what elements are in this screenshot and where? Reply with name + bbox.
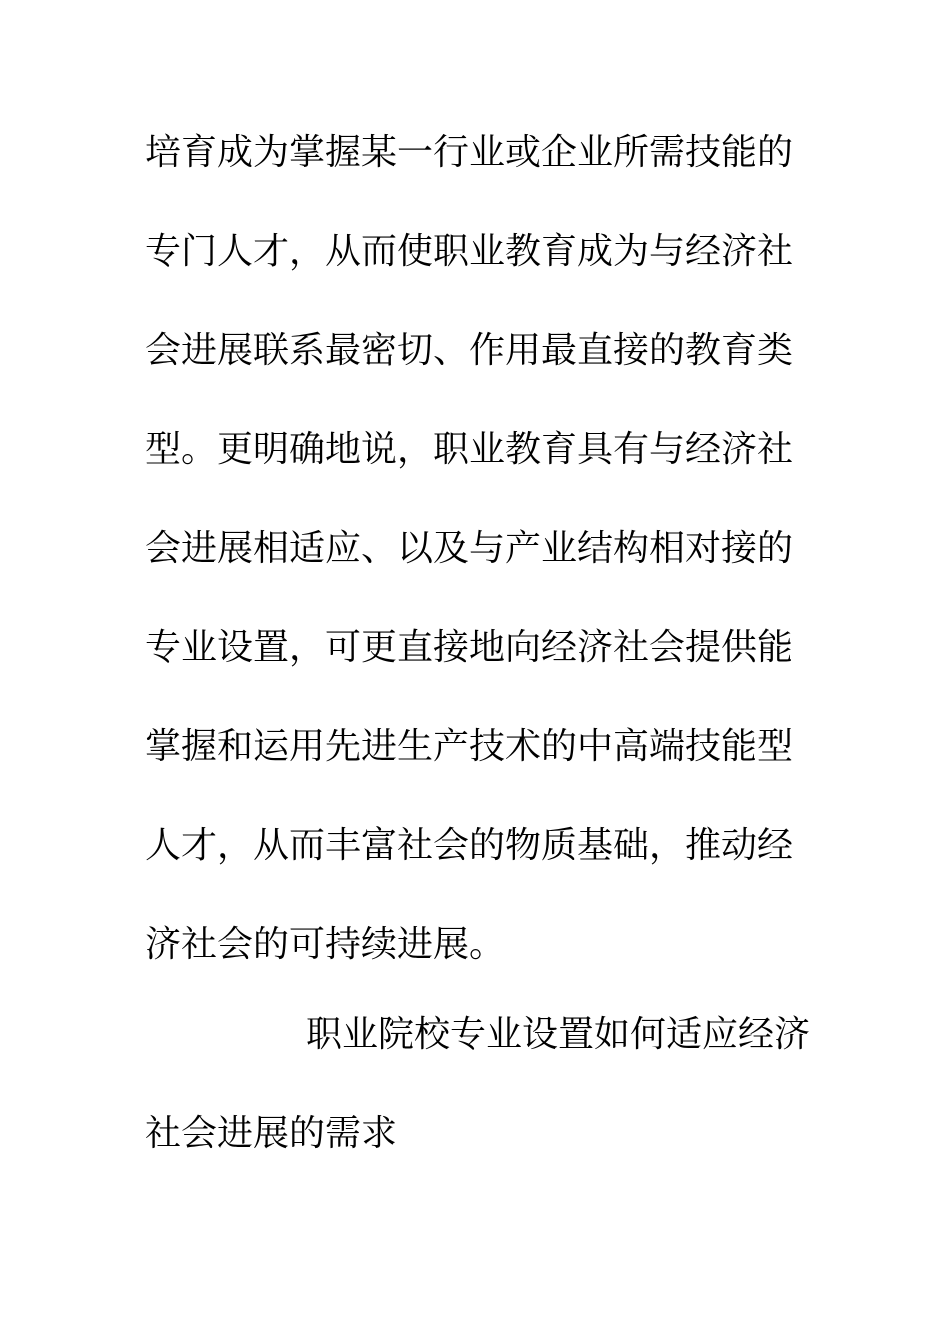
paragraph-line: 人才，从而丰富社会的物质基础，推动经 bbox=[145, 825, 794, 866]
body-paragraph bbox=[145, 120, 810, 1011]
paragraph-line: 型。更明确地说，职业教育具有与经济社 bbox=[145, 429, 794, 470]
section-heading bbox=[145, 1002, 810, 1200]
paragraph-line: 会进展相适应、以及与产业结构相对接的 bbox=[145, 528, 794, 569]
paragraph-line: 济社会的可持续进展。 bbox=[145, 924, 506, 965]
paragraph-line: 专业设置，可更直接地向经济社会提供能 bbox=[145, 627, 794, 668]
paragraph-line: 会进展联系最密切、作用最直接的教育类 bbox=[145, 330, 794, 371]
heading-line: 职业院校专业设置如何适应经济 bbox=[305, 1014, 810, 1055]
paragraph-line: 培育成为掌握某一行业或企业所需技能的 bbox=[145, 132, 794, 173]
paragraph-line: 专门人才，从而使职业教育成为与经济社 bbox=[145, 231, 794, 272]
paragraph-line: 掌握和运用先进生产技术的中高端技能型 bbox=[145, 726, 794, 767]
heading-line: 社会进展的需求 bbox=[145, 1113, 398, 1154]
